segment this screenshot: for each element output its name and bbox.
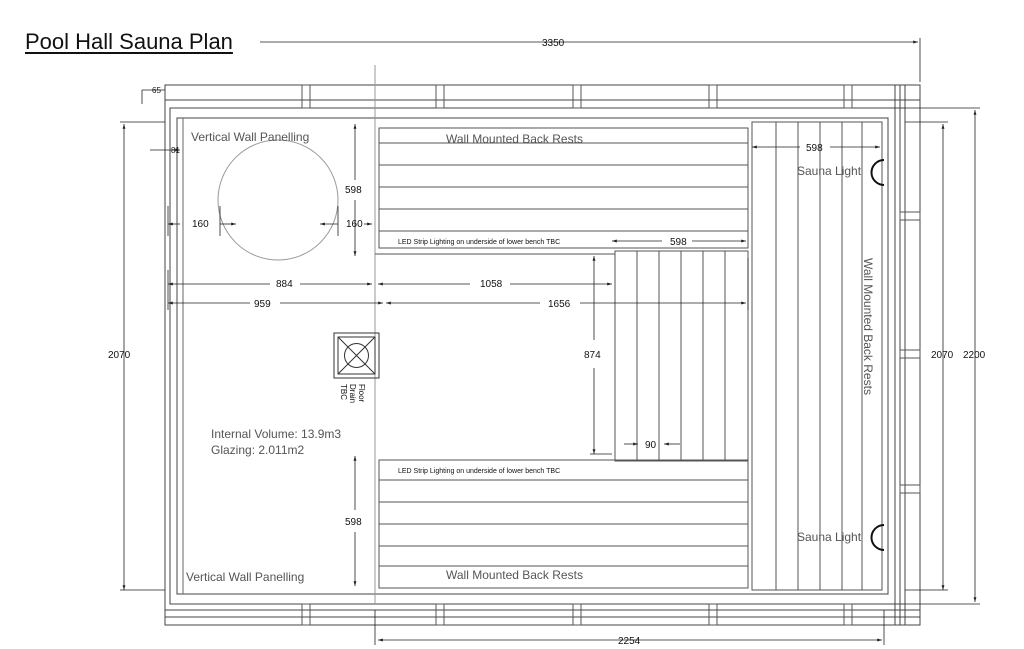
label-vertical-panelling-top: Vertical Wall Panelling [191, 130, 310, 144]
heater-circle [218, 140, 338, 260]
dim-bottom-width: 2254 [618, 636, 641, 647]
label-floor-drain-3: TBC [339, 384, 348, 400]
dim-959: 959 [254, 299, 271, 310]
dim-right-outer-height: 2200 [963, 350, 986, 361]
label-sauna-light-top: Sauna Light [797, 164, 862, 178]
dim-circle-left: 160 [192, 219, 209, 230]
label-sauna-light-bottom: Sauna Light [797, 530, 862, 544]
dim-874: 874 [584, 350, 601, 361]
wall-studs-right [900, 212, 920, 493]
label-led-top: LED Strip Lighting on underside of lower bench TBC [398, 239, 561, 246]
label-internal-volume: Internal Volume: 13.9m3 [211, 427, 342, 441]
dim-884: 884 [276, 279, 293, 290]
label-vertical-panelling-bottom: Vertical Wall Panelling [186, 570, 305, 584]
dim-90: 90 [645, 440, 657, 451]
label-floor-drain-2: Drain [348, 384, 357, 404]
bench-middle [615, 251, 748, 461]
wall-studs-bottom [302, 604, 852, 625]
annotations [186, 130, 875, 584]
dim-bench-top-depth: 598 [345, 185, 362, 196]
bench-top [375, 128, 748, 254]
wall-studs-top [302, 85, 852, 108]
dim-bench-bottom-depth: 598 [345, 517, 362, 528]
dim-left-height: 2070 [108, 350, 131, 361]
dim-offset-81: 81 [171, 146, 180, 155]
label-led-bottom: LED Strip Lighting on underside of lower bench TBC [398, 468, 561, 475]
label-back-rests-top: Wall Mounted Back Rests [446, 132, 583, 146]
dim-1656: 1656 [548, 299, 571, 310]
dim-offset-65: 65 [152, 86, 161, 95]
label-back-rests-right: Wall Mounted Back Rests [861, 258, 875, 395]
page-title: Pool Hall Sauna Plan [25, 29, 233, 54]
dim-1058: 1058 [480, 279, 503, 290]
floor-drain-icon [334, 333, 379, 378]
dim-middle-bench-depth: 598 [670, 237, 687, 248]
label-floor-drain-1: Floor [357, 384, 366, 403]
dim-right-inner-height: 2070 [931, 350, 954, 361]
dim-right-bench-depth: 598 [806, 143, 823, 154]
label-glazing: Glazing: 2.011m2 [211, 443, 305, 457]
dim-overall-width: 3350 [542, 38, 565, 49]
dim-circle-right: 160 [346, 219, 363, 230]
label-back-rests-bottom: Wall Mounted Back Rests [446, 568, 583, 582]
